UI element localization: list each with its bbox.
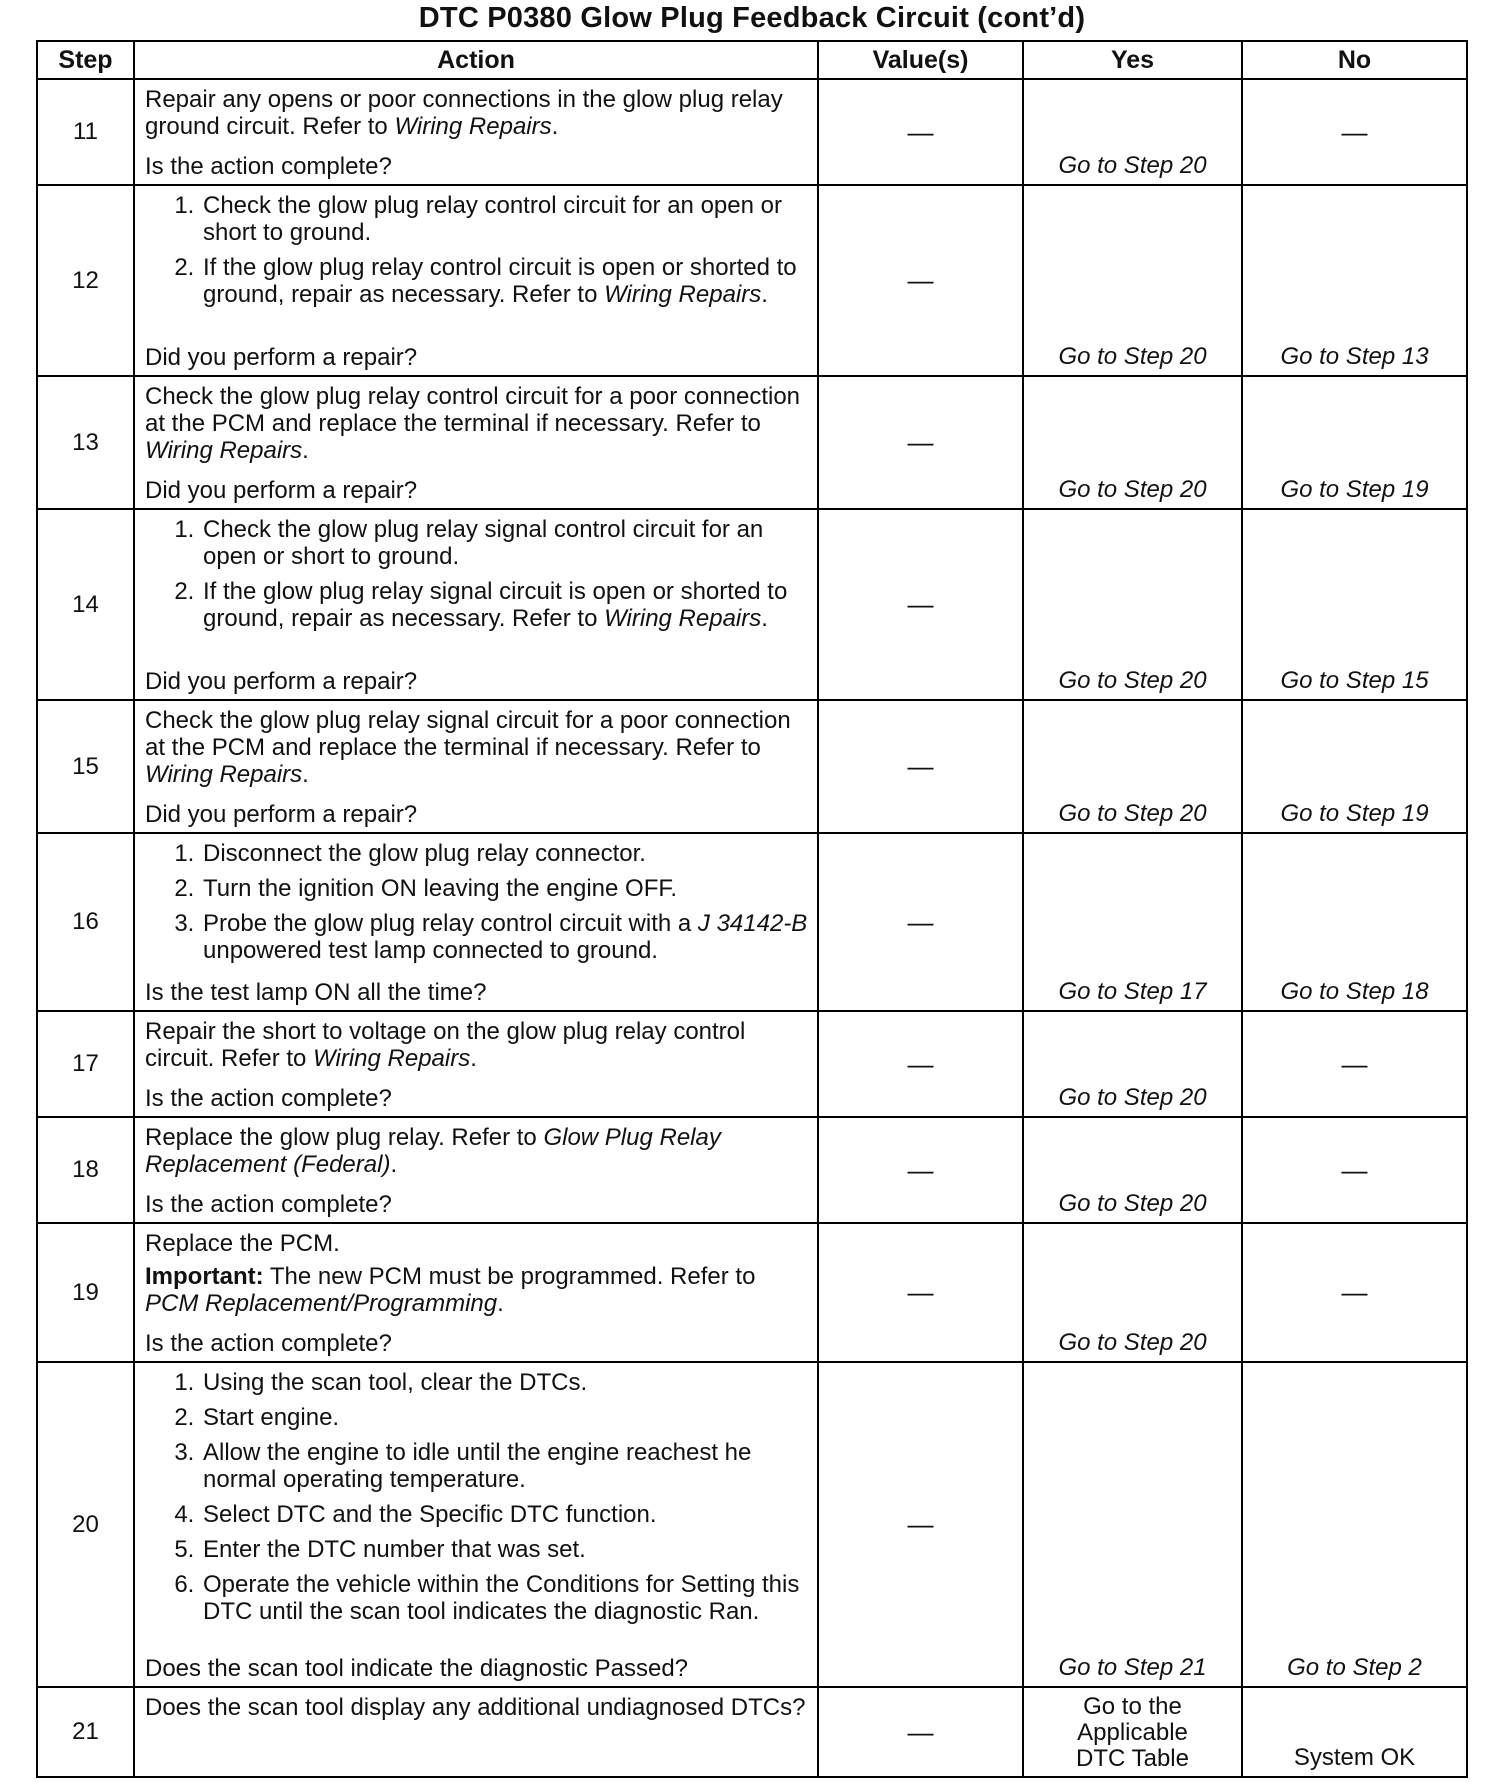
table-row <box>37 79 1467 185</box>
yes-cell: Go to Step 17 <box>1023 833 1242 1011</box>
action-cell <box>134 79 818 185</box>
step-number: 20 <box>37 1362 134 1687</box>
table-row <box>37 833 1467 1011</box>
action-list-item: 6. Operate the vehicle within the Conditions for Setting this DTC until the scan tool indicates the diagnostic Ran. <box>201 1571 809 1625</box>
action-question: Does the scan tool indicate the diagnostic Passed? <box>145 1655 689 1682</box>
action-question: Is the action complete? <box>145 1085 392 1112</box>
yes-cell: Go to Step 21 <box>1023 1362 1242 1687</box>
value-cell: — <box>818 1011 1023 1117</box>
value-cell: — <box>818 1362 1023 1687</box>
yes-cell: Go to Step 20 <box>1023 509 1242 700</box>
reference-link: Wiring Repairs <box>145 437 303 464</box>
yes-line: DTC Table <box>1076 1745 1189 1772</box>
tool-name: J 34142-B <box>697 910 808 937</box>
reference-link: Wiring Repairs <box>604 605 762 632</box>
action-cell <box>134 1223 818 1362</box>
header-step: Step <box>37 41 134 79</box>
action-list-item: 2. If the glow plug relay control circuit is open or shorted to ground, repair as necessary. Refer to Wiring Repairs. <box>201 254 809 308</box>
table-row <box>37 1117 1467 1223</box>
yes-cell: Go to Step 20 <box>1023 79 1242 185</box>
table-row <box>37 1223 1467 1362</box>
no-cell: — <box>1242 1011 1467 1117</box>
step-number: 18 <box>37 1117 134 1223</box>
step-number: 19 <box>37 1223 134 1362</box>
yes-cell <box>1023 1687 1242 1777</box>
action-question: Did you perform a repair? <box>145 801 418 828</box>
action-question: Did you perform a repair? <box>145 668 418 695</box>
action-list-item: 1. Disconnect the glow plug relay connector. <box>201 840 809 867</box>
action-list-item: 1. Using the scan tool, clear the DTCs. <box>201 1369 809 1396</box>
action-question: Is the test lamp ON all the time? <box>145 979 487 1006</box>
action-question: Is the action complete? <box>145 1191 392 1218</box>
diagnostic-table <box>36 40 1468 1778</box>
action-text: Repair any opens or poor connections in the glow plug relay ground circuit. Refer to Wiring Repairs. <box>145 86 783 140</box>
no-cell: — <box>1242 79 1467 185</box>
table-row <box>37 1687 1467 1777</box>
action-list <box>145 192 809 308</box>
no-cell: Go to Step 13 <box>1242 185 1467 376</box>
action-list-item: 3. Probe the glow plug relay control circuit with a J 34142-B unpowered test lamp connected to ground. <box>201 910 809 964</box>
action-question: Is the action complete? <box>145 153 392 180</box>
yes-cell: Go to Step 20 <box>1023 700 1242 833</box>
no-cell: Go to Step 15 <box>1242 509 1467 700</box>
action-text: Repair the short to voltage on the glow plug relay control circuit. Refer to Wiring Repairs. <box>145 1018 746 1072</box>
reference-link: Wiring Repairs <box>394 113 552 140</box>
action-cell <box>134 1362 818 1687</box>
action-cell <box>134 1687 818 1777</box>
header-no: No <box>1242 41 1467 79</box>
step-number: 15 <box>37 700 134 833</box>
action-cell <box>134 833 818 1011</box>
value-cell: — <box>818 79 1023 185</box>
table-row <box>37 376 1467 509</box>
table-row <box>37 700 1467 833</box>
step-number: 12 <box>37 185 134 376</box>
value-cell: — <box>818 376 1023 509</box>
no-cell: — <box>1242 1223 1467 1362</box>
action-question: Is the action complete? <box>145 1330 392 1357</box>
action-cell <box>134 1117 818 1223</box>
no-cell: Go to Step 18 <box>1242 833 1467 1011</box>
yes-line: Go to the <box>1083 1693 1182 1720</box>
header-values: Value(s) <box>818 41 1023 79</box>
action-list <box>145 840 809 964</box>
value-cell: — <box>818 1223 1023 1362</box>
action-cell <box>134 1011 818 1117</box>
step-number: 14 <box>37 509 134 700</box>
important-label: Important: <box>145 1263 264 1290</box>
reference-link: Wiring Repairs <box>604 281 762 308</box>
action-list-item: 4. Select DTC and the Specific DTC function. <box>201 1501 809 1528</box>
header-action: Action <box>134 41 818 79</box>
no-cell: Go to Step 19 <box>1242 700 1467 833</box>
important-note: Important: The new PCM must be programmed. Refer to PCM Replacement/Programming. <box>145 1263 756 1317</box>
no-cell: — <box>1242 1117 1467 1223</box>
step-number: 11 <box>37 79 134 185</box>
table-row <box>37 185 1467 376</box>
action-cell <box>134 700 818 833</box>
page-title: DTC P0380 Glow Plug Feedback Circuit (cont’d) <box>418 2 1086 34</box>
yes-cell: Go to Step 20 <box>1023 185 1242 376</box>
table-row <box>37 1011 1467 1117</box>
yes-cell: Go to Step 20 <box>1023 1011 1242 1117</box>
action-list-item: 3. Allow the engine to idle until the engine reachest he normal operating temperature. <box>201 1439 809 1493</box>
table-row <box>37 1362 1467 1687</box>
table-header-row <box>37 41 1467 79</box>
yes-line: Applicable <box>1077 1719 1188 1746</box>
value-cell: — <box>818 833 1023 1011</box>
yes-cell: Go to Step 20 <box>1023 376 1242 509</box>
yes-cell: Go to Step 20 <box>1023 1117 1242 1223</box>
reference-link: PCM Replacement/Programming <box>145 1290 498 1317</box>
no-cell: Go to Step 19 <box>1242 376 1467 509</box>
header-yes: Yes <box>1023 41 1242 79</box>
action-text: Replace the PCM. <box>145 1230 340 1257</box>
table-row <box>37 509 1467 700</box>
value-cell: — <box>818 185 1023 376</box>
action-question: Did you perform a repair? <box>145 477 418 504</box>
no-cell: System OK <box>1242 1687 1467 1777</box>
action-cell <box>134 376 818 509</box>
value-cell: — <box>818 700 1023 833</box>
yes-cell: Go to Step 20 <box>1023 1223 1242 1362</box>
action-text: Does the scan tool display any additional undiagnosed DTCs? <box>145 1694 806 1721</box>
action-list <box>145 1369 809 1625</box>
action-text: Replace the glow plug relay. Refer to Glow Plug Relay Replacement (Federal). <box>145 1124 721 1178</box>
action-list <box>145 516 809 632</box>
action-list-item: 2. Turn the ignition ON leaving the engine OFF. <box>201 875 809 902</box>
reference-link: Wiring Repairs <box>313 1045 471 1072</box>
action-text: Check the glow plug relay signal circuit for a poor connection at the PCM and replace the terminal if necessary. Refer to Wiring Repairs. <box>145 707 791 788</box>
action-list-item: 1. Check the glow plug relay control circuit for an open or short to ground. <box>201 192 809 246</box>
action-list-item: 2. If the glow plug relay signal circuit is open or shorted to ground, repair as necessary. Refer to Wiring Repairs. <box>201 578 809 632</box>
no-cell: Go to Step 2 <box>1242 1362 1467 1687</box>
value-cell: — <box>818 1117 1023 1223</box>
reference-link: Glow Plug Relay Replacement (Federal) <box>145 1124 721 1178</box>
step-number: 21 <box>37 1687 134 1777</box>
step-number: 16 <box>37 833 134 1011</box>
value-cell: — <box>818 1687 1023 1777</box>
action-list-item: 1. Check the glow plug relay signal control circuit for an open or short to ground. <box>201 516 809 570</box>
value-cell: — <box>818 509 1023 700</box>
step-number: 13 <box>37 376 134 509</box>
action-text: Check the glow plug relay control circuit for a poor connection at the PCM and replace the terminal if necessary. Refer to Wiring Repairs. <box>145 383 801 464</box>
reference-link: Wiring Repairs <box>145 761 303 788</box>
action-list-item: 5. Enter the DTC number that was set. <box>201 1536 809 1563</box>
step-number: 17 <box>37 1011 134 1117</box>
action-cell <box>134 509 818 700</box>
action-cell <box>134 185 818 376</box>
action-question: Did you perform a repair? <box>145 344 418 371</box>
action-list-item: 2. Start engine. <box>201 1404 809 1431</box>
